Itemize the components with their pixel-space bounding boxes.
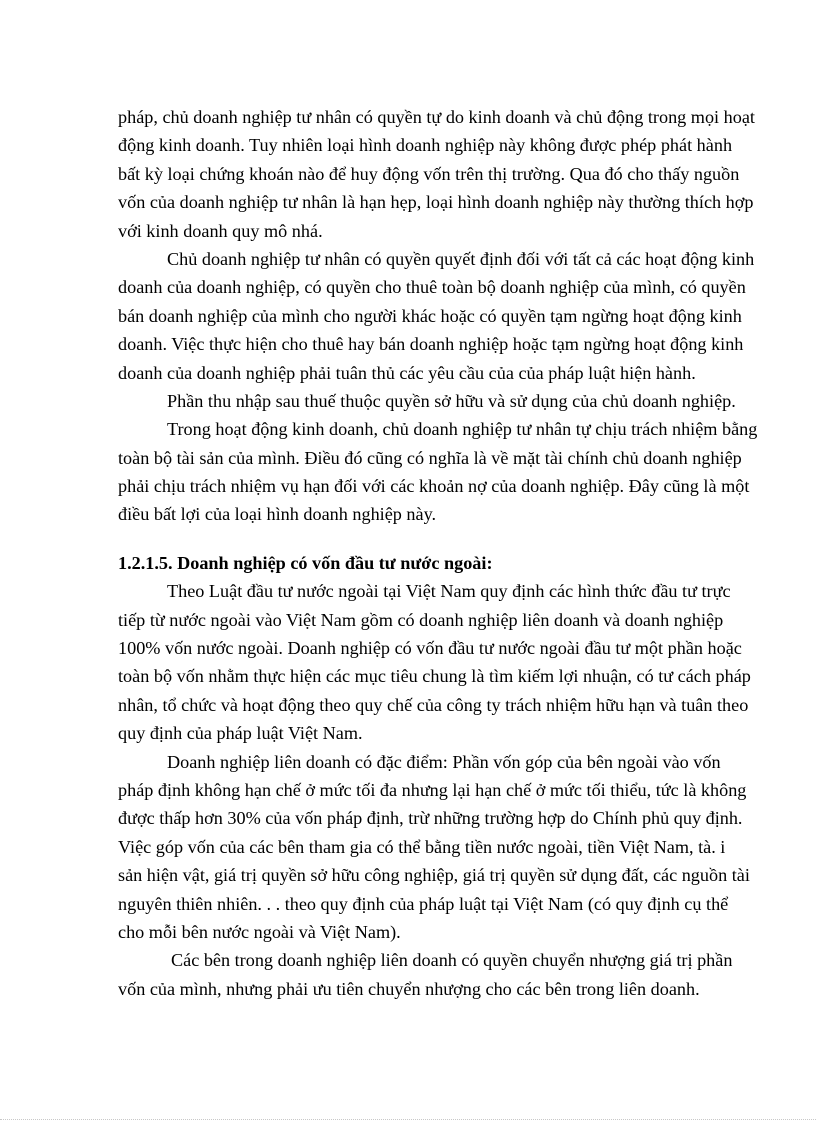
text-line: nguyên thiên nhiên. . . theo quy định của pháp luật tại Việt Nam (có quy định cụ thể [118, 893, 729, 914]
text-line: quy định của pháp luật Việt Nam. [118, 723, 363, 744]
document-page [118, 103, 758, 1003]
text-line: doanh. Việc thực hiện cho thuê hay bán doanh nghiệp hoặc tạm ngừng hoạt động kinh [118, 334, 744, 355]
paragraph-spacer [118, 529, 706, 549]
paragraph [118, 577, 751, 747]
text-line: được thấp hơn 30% của vốn pháp định, trừ những trường hợp do Chính phủ quy định. [118, 808, 743, 829]
text-line: 100% vốn nước ngoài. Doanh nghiệp có vốn đầu tư nước ngoài đầu tư một phần hoặc [118, 638, 742, 659]
text-line: phải chịu trách nhiệm vụ hạn đối với các khoản nợ của doanh nghiệp. Đây cũng là một [118, 476, 750, 497]
paragraph [118, 415, 758, 529]
text-line: Trong hoạt động kinh doanh, chủ doanh nghiệp tư nhân tự chịu trách nhiệm bằng [167, 419, 758, 440]
text-line: Các bên trong doanh nghiệp liên doanh có quyền chuyển nhượng giá trị phần [171, 950, 733, 971]
section-heading: 1.2.1.5. Doanh nghiệp có vốn đầu tư nước ngoài: [118, 552, 493, 573]
paragraph [118, 387, 736, 415]
text-line: Theo Luật đầu tư nước ngoài tại Việt Nam quy định các hình thức đầu tư trực [167, 581, 731, 602]
text-line: Phần thu nhập sau thuế thuộc quyền sở hữu và sử dụng của chủ doanh nghiệp. [167, 390, 736, 411]
text-line: cho mỗi bên nước ngoài và Việt Nam). [118, 921, 401, 942]
text-line: doanh của doanh nghiệp, có quyền cho thuê toàn bộ doanh nghiệp của mình, có quyền [118, 277, 746, 298]
text-line: Doanh nghiệp liên doanh có đặc điểm: Phần vốn góp của bên ngoài vào vốn [167, 751, 721, 772]
text-line: bán doanh nghiệp của mình cho người khác hoặc có quyền tạm ngừng hoạt động kinh [118, 305, 742, 326]
paragraph [118, 245, 755, 387]
text-line: điều bất lợi của loại hình doanh nghiệp này. [118, 504, 437, 525]
text-line: sản hiện vật, giá trị quyền sở hữu công nghiệp, giá trị quyền sử dụng đất, các nguồn tài [118, 865, 750, 886]
text-line: Việc góp vốn của các bên tham gia có thể bằng tiền nước ngoài, tiền Việt Nam, tà. i [118, 836, 726, 857]
text-line: Chủ doanh nghiệp tư nhân có quyền quyết định đối với tất cả các hoạt động kinh [167, 248, 755, 269]
text-line: toàn bộ vốn nhằm thực hiện các mục tiêu chung là tìm kiếm lợi nhuận, có tư cách pháp [118, 666, 751, 687]
text-line: nhân, tổ chức và hoạt động theo quy chế của công ty trách nhiệm hữu hạn và tuân theo [118, 694, 749, 715]
paragraph [118, 748, 750, 947]
text-line: vốn của doanh nghiệp tư nhân là hạn hẹp, loại hình doanh nghiệp này thường thích hợp [118, 192, 754, 213]
text-line: pháp định không hạn chế ở mức tối đa nhưng lại hạn chế ở mức tối thiểu, tức là không [118, 779, 747, 800]
paragraph [118, 946, 733, 1003]
text-line: động kinh doanh. Tuy nhiên loại hình doanh nghiệp này không được phép phát hành [118, 135, 733, 156]
paragraph [118, 103, 755, 245]
text-line: tiếp từ nước ngoài vào Việt Nam gồm có doanh nghiệp liên doanh và doanh nghiệp [118, 609, 724, 630]
text-line: doanh của doanh nghiệp phải tuân thủ các yêu cầu của của pháp luật hiện hành. [118, 362, 696, 383]
text-line: với kinh doanh quy mô nhá. [118, 220, 323, 241]
page-bottom-divider [0, 1119, 816, 1120]
text-line: pháp, chủ doanh nghiệp tư nhân có quyền tự do kinh doanh và chủ động trong mọi hoạt [118, 107, 755, 127]
text-line: toàn bộ tài sản của mình. Điều đó cũng có nghĩa là về mặt tài chính chủ doanh nghiệp [118, 447, 742, 468]
text-line: bất kỳ loại chứng khoán nào để huy động vốn trên thị trường. Qua đó cho thấy nguồn [118, 163, 740, 184]
text-line: vốn của mình, nhưng phải ưu tiên chuyển nhượng cho các bên trong liên doanh. [118, 978, 700, 999]
